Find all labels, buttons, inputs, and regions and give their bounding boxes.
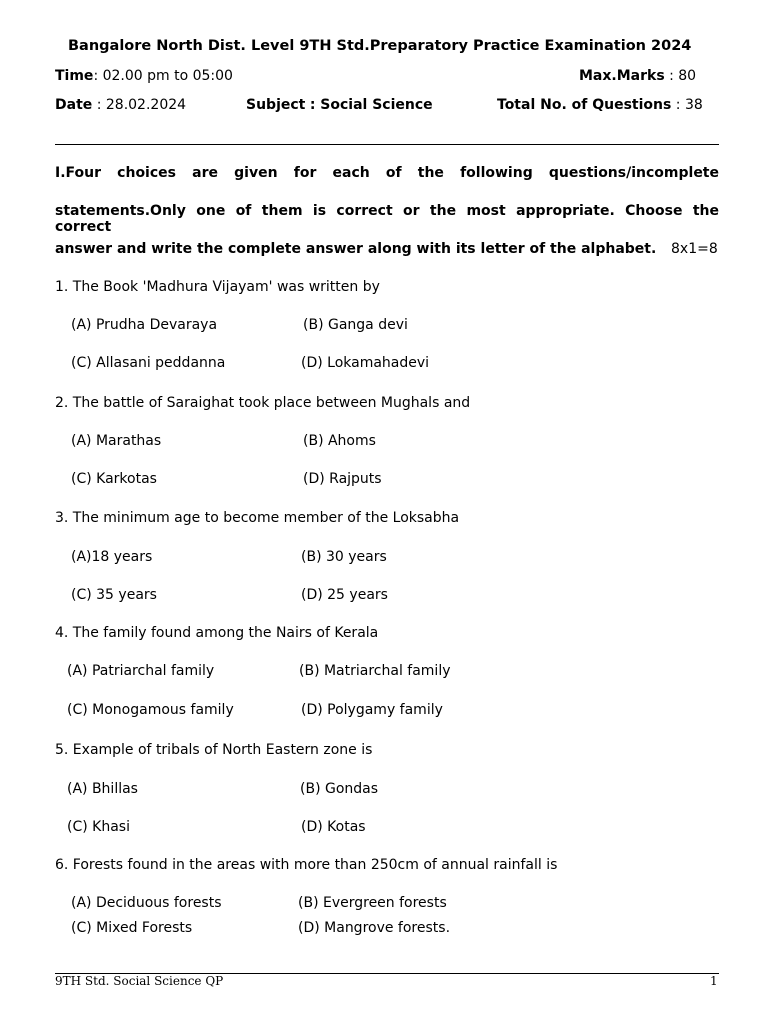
question-6-option-c: (C) Mixed Forests [71,920,193,936]
question-1: 1. The Book 'Madhura Vijayam' was written by [55,279,380,295]
question-5-option-b: (B) Gondas [300,781,379,797]
question-6-option-a: (A) Deciduous forests [71,895,222,911]
instruction-line-2: statements.Only one of them is correct or the most appropriate. Choose the correct [55,203,719,235]
footer-text: 9TH Std. Social Science QP [55,974,224,988]
max-marks-value: : 80 [669,68,697,84]
question-5-option-a: (A) Bhillas [67,781,138,797]
time-line [55,68,233,84]
question-3-option-b: (B) 30 years [301,549,387,565]
question-1-option-b: (B) Ganga devi [303,317,408,333]
date-value: : 28.02.2024 [96,97,187,113]
question-3-option-a: (A)18 years [71,549,153,565]
question-5-option-d: (D) Kotas [301,819,366,835]
question-3: 3. The minimum age to become member of the Loksabha [55,510,460,526]
question-4: 4. The family found among the Nairs of Kerala [55,625,379,641]
total-questions-value: : 38 [675,97,703,113]
question-6-option-b: (B) Evergreen forests [298,895,447,911]
question-6: 6. Forests found in the areas with more than 250cm of annual rainfall is [55,857,558,873]
subject-label: Subject [246,97,306,113]
question-4-option-c: (C) Monogamous family [67,702,234,718]
question-5: 5. Example of tribals of North Eastern zone is [55,742,373,758]
question-2-option-a: (A) Marathas [71,433,162,449]
max-marks-label: Max.Marks [579,68,665,84]
total-questions-line [497,97,703,113]
instruction-line-1: I.Four choices are given for each of the following questions/incomplete [55,165,719,181]
question-4-option-a: (A) Patriarchal family [67,663,215,679]
question-4-option-d: (D) Polygamy family [301,702,443,718]
question-1-option-c: (C) Allasani peddanna [71,355,226,371]
max-marks-line [579,68,696,84]
total-questions-label: Total No. of Questions [497,97,672,113]
question-1-option-a: (A) Prudha Devaraya [71,317,218,333]
question-2-option-c: (C) Karkotas [71,471,157,487]
question-2-option-d: (D) Rajputs [303,471,382,487]
subject-value: : Social Science [309,97,433,113]
time-label: Time [55,68,94,84]
question-2: 2. The battle of Saraighat took place between Mughals and [55,395,471,411]
question-2-option-b: (B) Ahoms [303,433,376,449]
instruction-line-3: answer and write the complete answer along with its letter of the alphabet. [55,241,657,257]
question-6-option-d: (D) Mangrove forests. [298,920,451,936]
question-3-option-d: (D) 25 years [301,587,388,603]
question-3-option-c: (C) 35 years [71,587,157,603]
section-marks: 8x1=8 [671,241,718,257]
page-number: 1 [710,974,718,988]
header-divider [55,144,719,145]
exam-title: Bangalore North Dist. Level 9TH Std.Preparatory Practice Examination 2024 [68,38,692,54]
question-4-option-b: (B) Matriarchal family [299,663,451,679]
question-5-option-c: (C) Khasi [67,819,130,835]
question-1-option-d: (D) Lokamahadevi [301,355,430,371]
subject-line [246,97,433,113]
time-value: : 02.00 pm to 05:00 [93,68,233,84]
date-label: Date [55,97,93,113]
date-line [55,97,186,113]
